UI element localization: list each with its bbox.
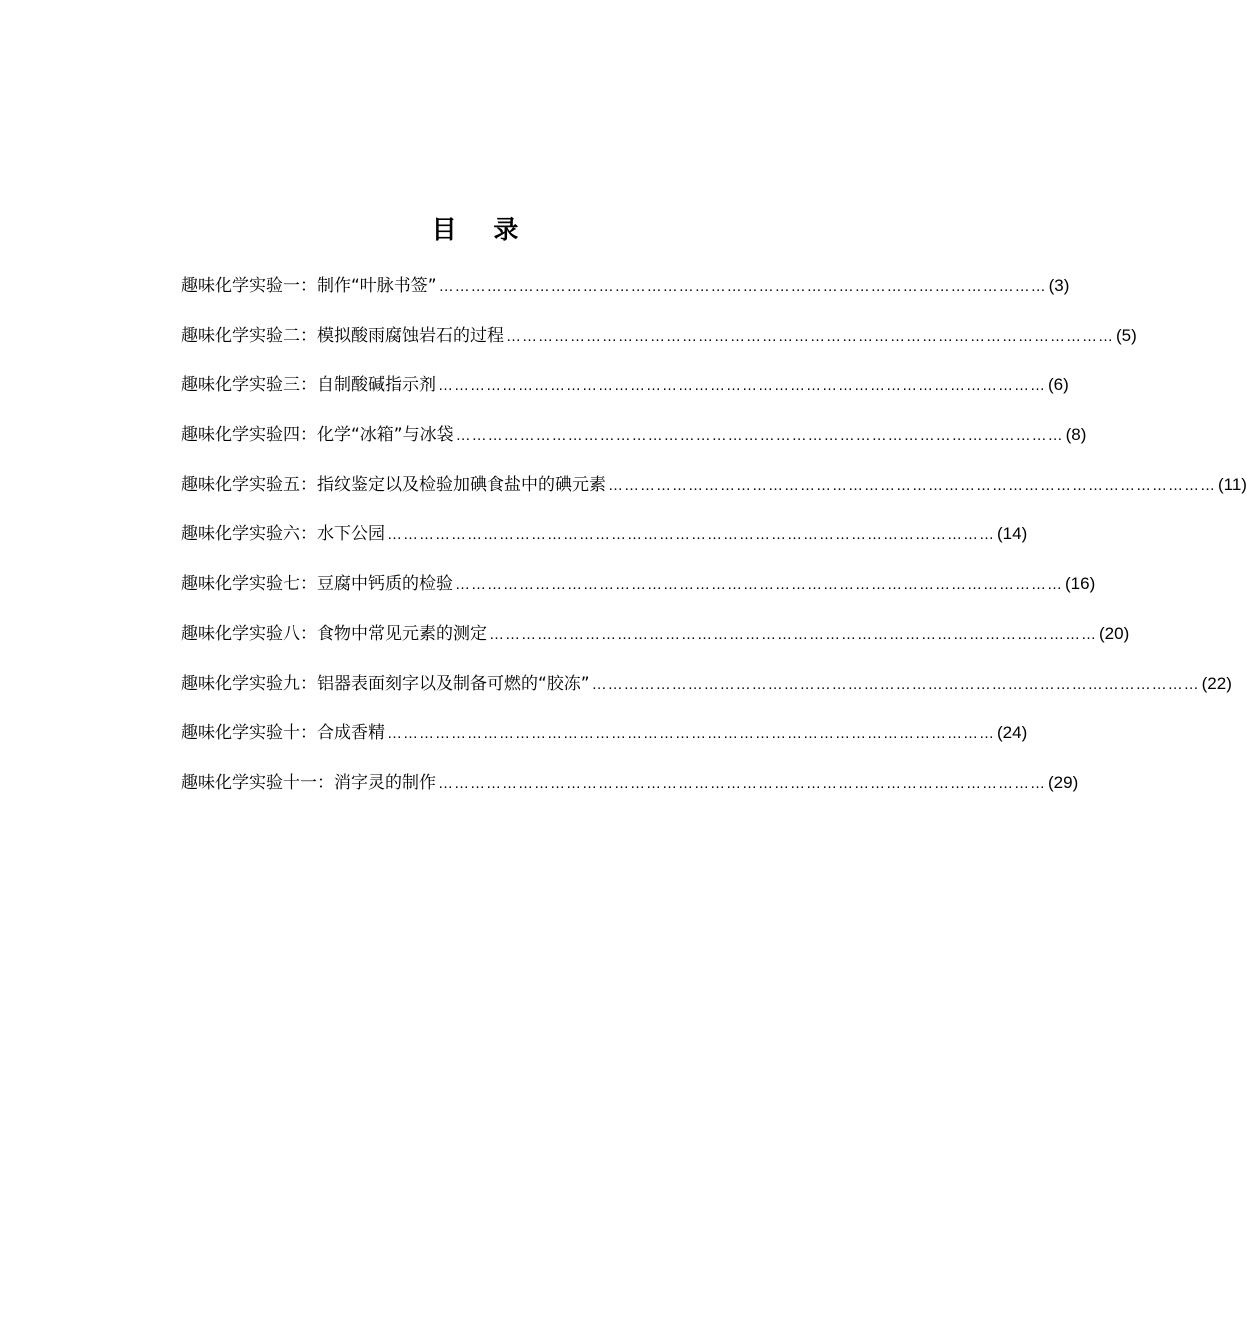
toc-entry xyxy=(181,268,1070,318)
toc-entry xyxy=(181,566,1096,616)
toc-dot-leader: …………………………………………………………………………………………………… xyxy=(387,725,995,743)
toc-entry xyxy=(181,715,1028,765)
toc-dot-leader: …………………………………………………………………………………………………… xyxy=(506,327,1114,345)
toc-entry-label: 趣味化学实验六：水下公园 xyxy=(181,524,385,545)
toc-dot-leader: …………………………………………………………………………………………………… xyxy=(455,427,1064,445)
toc-entry xyxy=(181,417,1087,467)
toc-entry-label: 趣味化学实验七：豆腐中钙质的检验 xyxy=(181,574,453,595)
toc-dot-leader: …………………………………………………………………………………………………… xyxy=(438,278,1047,295)
toc-page-number: (20) xyxy=(1099,623,1130,643)
toc-entry-label: 趣味化学实验八：食物中常见元素的测定 xyxy=(181,623,487,644)
toc-dot-leader: …………………………………………………………………………………………………… xyxy=(387,526,995,544)
toc-entry xyxy=(181,467,1247,517)
toc-entry xyxy=(181,367,1069,417)
toc-entry-label: 趣味化学实验四：化学“冰箱”与冰袋 xyxy=(181,425,454,446)
toc-entry-label: 趣味化学实验十：合成香精 xyxy=(181,723,385,744)
toc-page-number: (16) xyxy=(1065,574,1096,594)
toc-dot-leader: …………………………………………………………………………………………………… xyxy=(608,476,1216,494)
toc-entry-label: 趣味化学实验十一：消字灵的制作 xyxy=(181,772,436,793)
toc-entry-label: 趣味化学实验二：模拟酸雨腐蚀岩石的过程 xyxy=(181,325,504,346)
toc-entry xyxy=(181,318,1137,368)
toc-page-number: (6) xyxy=(1048,375,1069,395)
toc-entry-label: 趣味化学实验一：制作“叶脉书签” xyxy=(181,276,437,296)
toc-page-number: (24) xyxy=(997,723,1028,743)
toc-entry xyxy=(181,666,1232,716)
toc-page-number: (5) xyxy=(1116,325,1137,345)
toc-page-number: (3) xyxy=(1048,276,1070,295)
toc-entry-label: 趣味化学实验三：自制酸碱指示剂 xyxy=(181,375,436,396)
toc-entry xyxy=(181,765,1079,815)
toc-dot-leader: …………………………………………………………………………………………………… xyxy=(591,675,1200,693)
toc-entry-label: 趣味化学实验五：指纹鉴定以及检验加碘食盐中的碘元素 xyxy=(181,474,606,495)
toc-page-number: (14) xyxy=(997,524,1028,544)
toc-list xyxy=(181,268,1247,815)
toc-entry-label: 趣味化学实验九：铝器表面刻字以及制备可燃的“胶冻” xyxy=(181,673,590,694)
toc-dot-leader: …………………………………………………………………………………………………… xyxy=(438,377,1046,395)
toc-page-number: (29) xyxy=(1048,772,1079,792)
toc-page-number: (22) xyxy=(1201,673,1232,693)
toc-entry xyxy=(181,516,1028,566)
toc-dot-leader: …………………………………………………………………………………………………… xyxy=(455,576,1063,594)
toc-page-number: (8) xyxy=(1065,425,1087,445)
toc-dot-leader: …………………………………………………………………………………………………… xyxy=(489,625,1097,643)
toc-page-number: (11) xyxy=(1218,474,1247,494)
toc-title: 目 录 xyxy=(431,215,533,244)
toc-dot-leader: …………………………………………………………………………………………………… xyxy=(438,774,1046,792)
toc-entry xyxy=(181,616,1130,666)
